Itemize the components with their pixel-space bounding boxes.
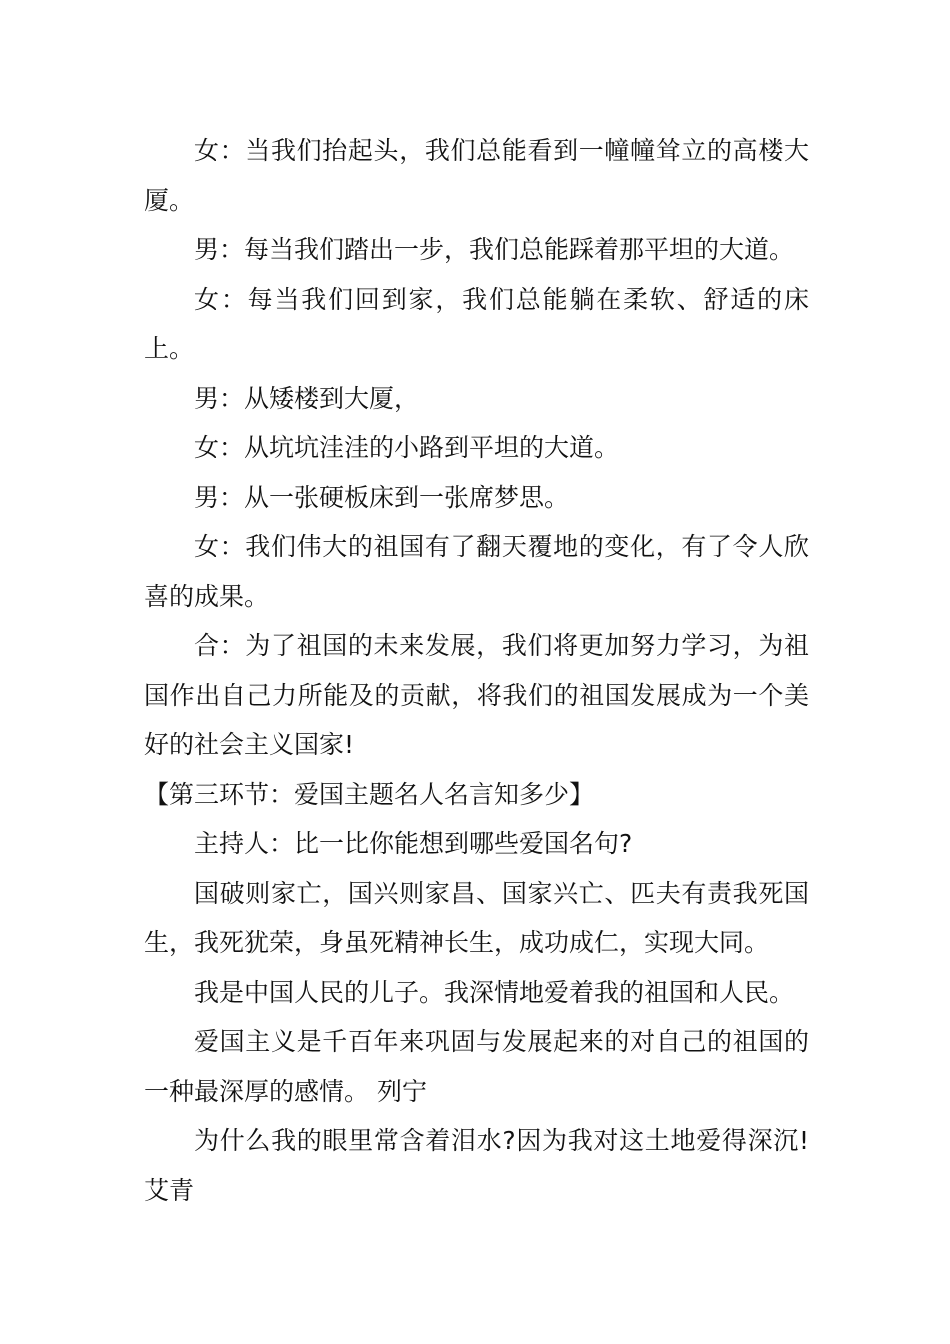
paragraph-12: 我是中国人民的儿子。我深情地爱着我的祖国和人民。 bbox=[194, 977, 795, 1007]
paragraph-1: 女：当我们抬起头，我们总能看到一幢幢耸立的高楼大厦。 bbox=[144, 136, 809, 215]
paragraph-10: 主持人：比一比你能想到哪些爱国名句? bbox=[194, 829, 633, 858]
paragraph-6: 男：从一张硬板床到一张席梦思。 bbox=[194, 482, 570, 512]
paragraph-7: 女：我们伟大的祖国有了翻天覆地的变化，有了令人欣喜的成果。 bbox=[144, 532, 809, 611]
paragraph-2: 男：每当我们踏出一步，我们总能踩着那平坦的大道。 bbox=[194, 235, 795, 264]
paragraph-11: 国破则家亡，国兴则家昌、国家兴亡、匹夫有责我死国生，我死犹荣，身虽死精神长生，成功成仁，实现大同。 bbox=[144, 878, 809, 957]
paragraph-14: 为什么我的眼里常含着泪水?因为我对这土地爱得深沉! 艾青 bbox=[144, 1126, 809, 1205]
paragraph-8: 合：为了祖国的未来发展，我们将更加努力学习，为祖国作出自己力所能及的贡献，将我们的祖国发展成为一个美好的社会主义国家! bbox=[144, 631, 809, 759]
paragraph-4: 男：从矮楼到大厦， bbox=[194, 383, 420, 413]
paragraph-13: 爱国主义是千百年来巩固与发展起来的对自己的祖国的一种最深厚的感情。 列宁 bbox=[144, 1027, 809, 1106]
paragraph-3: 女：每当我们回到家，我们总能躺在柔软、舒适的床上。 bbox=[144, 284, 809, 363]
section-heading: 【第三环节：爱国主题名人名言知多少】 bbox=[144, 779, 595, 809]
document-page bbox=[144, 126, 809, 1215]
paragraph-5: 女：从坑坑洼洼的小路到平坦的大道。 bbox=[194, 433, 620, 462]
